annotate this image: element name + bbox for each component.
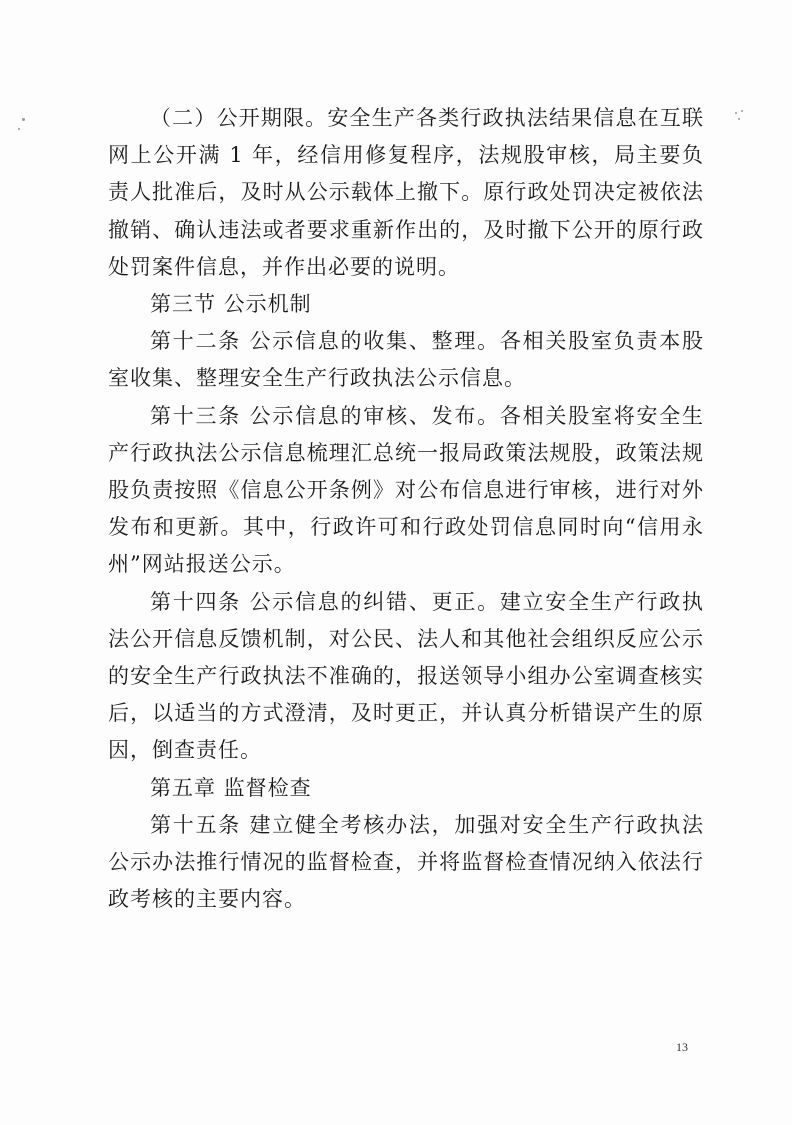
paragraph-article-14: 第十四条 公示信息的纠错、更正。建立安全生产行政执法公开信息反馈机制，对公民、法人和其他社会组织反应公示的安全生产行政执法不准确的，报送领导小组办公室调查核实后，以适当的方式澄清，及时更正，并认真分析错误产生的原因，倒查责任。 (108, 589, 704, 763)
chapter-heading-supervision: 第五章 监督检查 (150, 775, 312, 800)
section-heading-publicity-mechanism: 第三节 公示机制 (150, 292, 312, 317)
paragraph-article-13: 第十三条 公示信息的审核、发布。各相关股室将安全生产行政执法公示信息梳理汇总统一报局政策法规股，政策法规股负责按照《信息公开条例》对公布信息进行审核，进行对外发布和更新。其中，行政许可和行政处罚信息同时向“信用永州”网站报送公示。 (108, 403, 704, 577)
scan-speck (22, 118, 25, 121)
page-number: 13 (676, 1040, 688, 1054)
document-body (108, 100, 704, 918)
scan-speck (738, 118, 740, 120)
paragraph-article-12: 第十二条 公示信息的收集、整理。各相关股室负责本股室收集、整理安全生产行政执法公示信息。 (108, 329, 704, 391)
scan-speck (735, 112, 737, 114)
paragraph-article-15: 第十五条 建立健全考核办法，加强对安全生产行政执法公示办法推行情况的监督检查，并将监督检查情况纳入依法行政考核的主要内容。 (108, 812, 704, 912)
scan-speck (741, 110, 743, 112)
paragraph-disclosure-period: （二）公开期限。安全生产各类行政执法结果信息在互联网上公开满 1 年，经信用修复程序，法规股审核，局主要负责人批准后，及时从公示载体上撤下。原行政处罚决定被依法撤销、确认违法或者要求重新作出的，及时撤下公开的原行政处罚案件信息，并作出必要的说明。 (108, 106, 704, 279)
scan-speck (18, 128, 20, 130)
